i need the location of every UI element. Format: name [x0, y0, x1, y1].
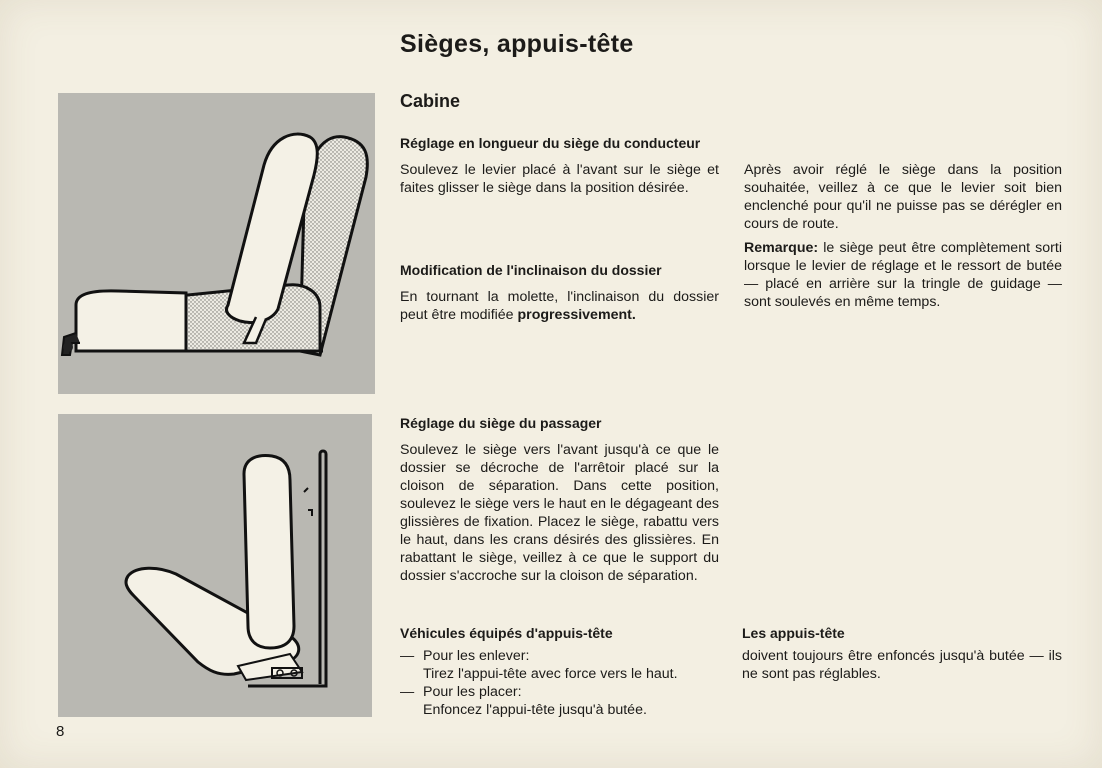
driver-seat-note: Après avoir réglé le siège dans la position souhaitée, veillez à ce que le levier soit bien enclenché pour qu'il ne puisse pas se dérégler en cours de route. [744, 162, 1062, 232]
headrests-text: doivent toujours être enfoncés jusqu'à butée — ils ne sont pas réglables. [742, 648, 1062, 682]
driver-seat-drawing [58, 93, 375, 394]
remark-text: le siège peut être complètement sorti lorsque le levier de réglage et le ressort de butée — placé en arrière sur la tringle de guidage — sont soulevés en même temps. [744, 240, 1062, 310]
list-item [400, 683, 719, 719]
passenger-seat-illustration [58, 414, 372, 717]
driver-seat-heading: Réglage en longueur du siège du conducteur [400, 135, 701, 151]
instruction-detail: Tirez l'appui-tête avec force vers le haut. [423, 666, 678, 682]
headrest-instructions [400, 647, 719, 719]
headrests-heading: Les appuis-tête [742, 625, 845, 641]
list-item [400, 647, 719, 683]
backrest-text-main: En tournant la molette, l'inclinaison du dossier peut être modifiée [400, 289, 719, 323]
driver-seat-remark [744, 239, 1062, 311]
backrest-text-bold: progressivement. [517, 307, 636, 323]
headrest-vehicles-heading: Véhicules équipés d'appuis-tête [400, 625, 613, 641]
passenger-seat-heading: Réglage du siège du passager [400, 415, 602, 431]
backrest-text [400, 288, 719, 324]
page-title: Sièges, appuis-tête [400, 30, 634, 58]
instruction-detail: Enfoncez l'appui-tête jusqu'à butée. [423, 702, 647, 718]
section-title: Cabine [400, 91, 461, 111]
driver-seat-illustration [58, 93, 375, 394]
remark-label: Remarque: [744, 240, 819, 256]
dash-marker: — [400, 648, 415, 664]
instruction-label: Pour les enlever: [423, 648, 530, 664]
passenger-seat-text: Soulevez le siège vers l'avant jusqu'à ce que le dossier se décroche de l'arrêtoir placé sur la cloison de séparation. Dans cette position, soulevez le siège vers le haut en le dégageant des glissières de fixation. Placez le siège, rabattu vers le haut, dans les crans désirés des glissières. En rabattant le siège, veillez à ce que le support du dossier s'accroche sur la cloison de séparation. [400, 442, 719, 584]
backrest-heading: Modification de l'inclinaison du dossier [400, 262, 662, 278]
dash-marker: — [400, 684, 415, 700]
instruction-label: Pour les placer: [423, 684, 522, 700]
passenger-seat-drawing [58, 414, 372, 717]
driver-seat-text: Soulevez le levier placé à l'avant sur le siège et faites glisser le siège dans la position désirée. [400, 162, 719, 196]
page-number: 8 [56, 723, 65, 740]
